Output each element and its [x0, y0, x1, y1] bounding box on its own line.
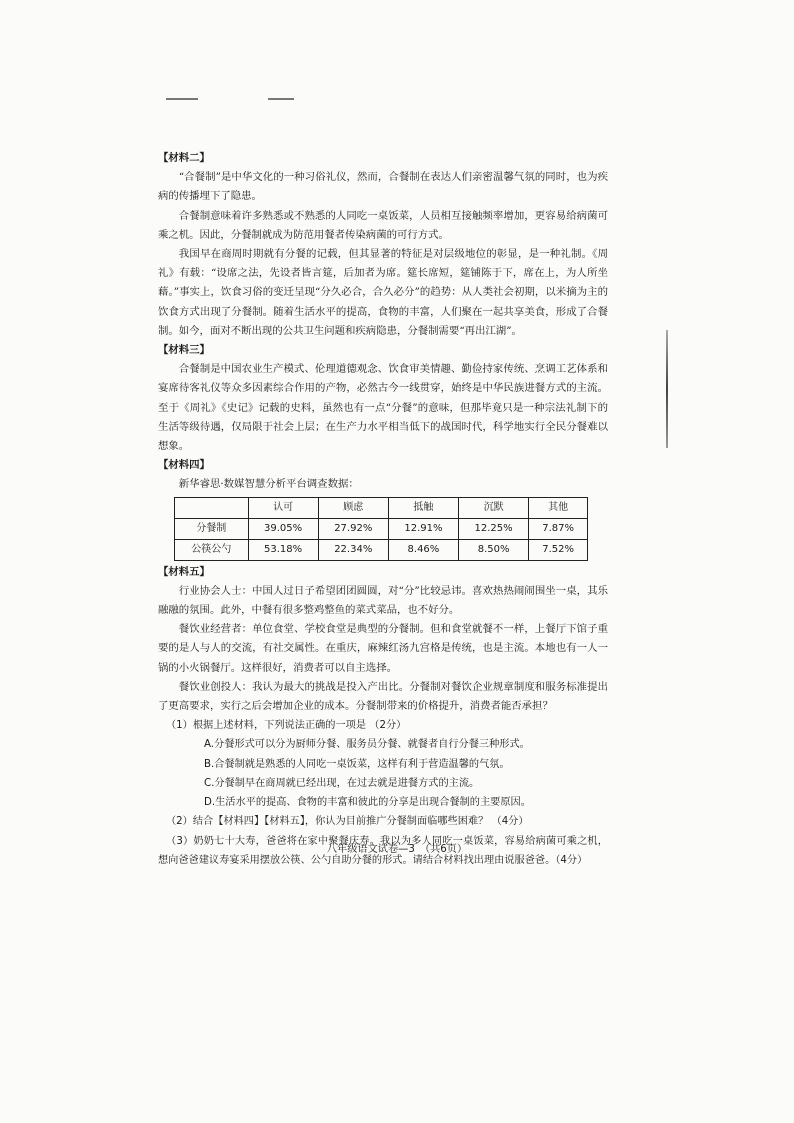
material-5-heading: 【材料五】	[158, 565, 210, 578]
material-3-para: 合餐制是中国农业生产模式、伦理道德观念、饮食审美情趣、勤俭持家传统、烹调工艺体系和宴席待客礼仪等众多因素综合作用的产物，必然古今一线贯穿，始终是中华民族进餐方式的主流。至于《周礼》《史记》记载的史料，虽然也有一点“分餐”的意味，但那毕竟只是一种宗法礼制下的生活等级待遇，仅局限于社会上层；在生产力水平相当低下的战国时代，科学地实行全民分餐难以想象。	[158, 363, 608, 453]
table-cell: 12.91%	[388, 518, 458, 539]
table-cell: 沉默	[459, 497, 529, 518]
scan-mark	[666, 330, 668, 448]
table-cell: 顾虑	[318, 497, 388, 518]
table-cell: 8.46%	[388, 539, 458, 560]
table-cell: 39.05%	[248, 518, 318, 539]
page-footer: 八年级语文试卷—3 （共6页）	[326, 844, 468, 855]
table-cell: 8.50%	[459, 539, 529, 560]
material-5-para: 餐饮业经营者：单位食堂、学校食堂是典型的分餐制。但和食堂就餐不一样，上餐厅下馆子重要的是人与人的交流，有社交属性。在重庆，麻辣红汤九宫格是传统，也是主流。本地也有一人一锅的小火锅餐厅。这样很好，消费者可以自主选择。	[158, 623, 608, 674]
table-cell: 抵触	[388, 497, 458, 518]
material-2-para: “合餐制”是中华文化的一种习俗礼仪，然而，合餐制在表达人们亲密温馨气氛的同时，也为疾病的传播埋下了隐患。	[158, 171, 608, 203]
table-cell: 公筷公勺	[175, 539, 249, 560]
question-3: （3）奶奶七十大寿，爸爸将在家中聚餐庆寿。我以为多人同吃一桌饭菜，容易给病菌可乘之机，想向爸爸建议寿宴采用摆放公筷、公勺自助分餐的形式。请结合材料找出理由说服爸爸。（4分）	[158, 835, 608, 866]
table-cell: 认可	[248, 497, 318, 518]
question-1-option-d: D.生活水平的提高、食物的丰富和彼此的分享是出现合餐制的主要原因。	[204, 797, 531, 809]
table-cell: 27.92%	[318, 518, 388, 539]
table-header-row	[175, 497, 588, 518]
material-3-heading: 【材料三】	[158, 344, 210, 357]
material-2-para: 合餐制意味着许多熟悉或不熟悉的人同吃一桌饭菜，人员相互接触频率增加，更容易给病菌可乘之机。因此，分餐制就成为防范用餐者传染病菌的可行方式。	[158, 209, 608, 241]
table-cell: 12.25%	[459, 518, 529, 539]
material-5-para: 餐饮业创投人：我认为最大的挑战是投入产出比。分餐制对餐饮企业规章制度和服务标准提出了更高要求，实行之后会增加企业的成本。分餐制带来的价格提升，消费者能否承担？	[158, 680, 608, 713]
scan-mark	[166, 98, 198, 100]
material-4-intro: 新华睿思·数媒智慧分析平台调查数据：	[178, 478, 359, 491]
table-row	[175, 518, 588, 539]
exam-content	[158, 149, 608, 870]
survey-table-wrap	[174, 497, 608, 561]
material-4-heading: 【材料四】	[158, 459, 210, 472]
table-cell: 7.87%	[529, 518, 588, 539]
question-2: （2）结合【材料四】【材料五】，你认为目前推广分餐制面临哪些困难？ （4分）	[166, 816, 529, 828]
table-cell: 22.34%	[318, 539, 388, 560]
table-cell: 分餐制	[175, 518, 249, 539]
question-1-option-c: C.分餐制早在商周就已经出现，在过去就是进餐方式的主流。	[204, 777, 480, 789]
table-row	[175, 539, 588, 560]
table-cell: 7.52%	[529, 539, 588, 560]
material-2-para: 我国早在商周时期就有分餐的记载，但其显著的特征是对层级地位的彰显，是一种礼制。《周礼》有载：“设席之法，先设者皆言筵，后加者为席。筵长席短，筵铺陈于下，席在上，为人所坐藉。”事实上，饮食习俗的变迁呈现“分久必合，合久必分”的趋势：从人类社会初期，以米摘为主的饮食方式出现了分餐制。随着生活水平的提高，食物的丰富，人们聚在一起共享美食，形成了合餐制。如今，面对不断出现的公共卫生问题和疾病隐患，分餐制需要“再出江湖”。	[158, 248, 608, 337]
scan-mark	[268, 98, 294, 100]
material-5-para: 行业协会人士：中国人过日子希望团团圆圆，对“分”比较忌讳。喜欢热热闹闹围坐一桌，其乐融融的氛围。此外，中餐有很多整鸡整鱼的菜式菜品，也不好分。	[158, 584, 608, 617]
material-2-heading: 【材料二】	[158, 152, 210, 164]
question-1-stem: （1）根据上述材料，下列说法正确的一项是 （2分）	[166, 720, 407, 732]
survey-table	[174, 497, 588, 561]
table-cell	[175, 497, 249, 518]
question-1-option-b: B.合餐制就是熟悉的人同吃一桌饭菜，这样有利于营造温馨的气氛。	[204, 758, 510, 770]
question-1-option-a: A.分餐形式可以分为厨师分餐、服务员分餐、就餐者自行分餐三种形式。	[204, 739, 530, 751]
table-cell: 53.18%	[248, 539, 318, 560]
table-cell: 其他	[529, 497, 588, 518]
